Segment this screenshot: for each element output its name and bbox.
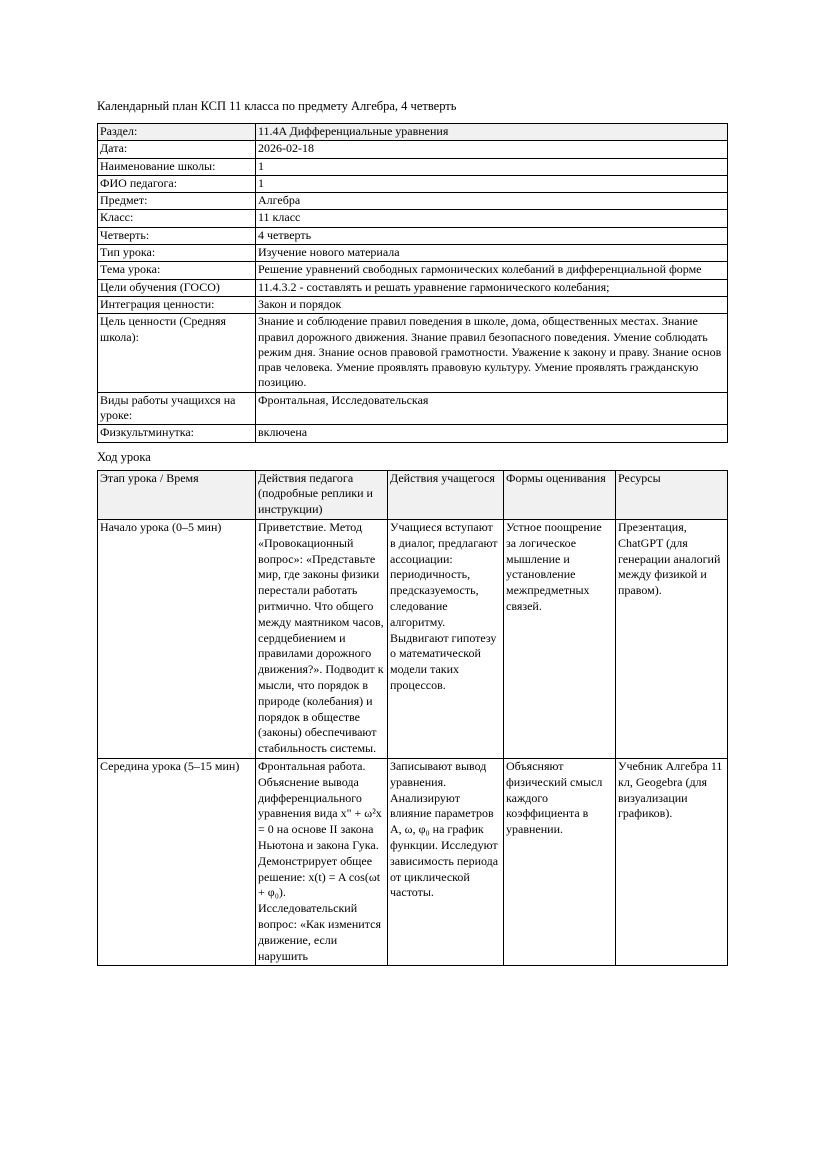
info-value: 4 четверть	[256, 227, 728, 244]
info-row-lesson-topic	[98, 262, 728, 279]
info-row-lesson-type	[98, 245, 728, 262]
lesson-table-header-row	[98, 470, 728, 519]
info-value: 11.4A Дифференциальные уравнения	[256, 124, 728, 141]
info-label: Класс:	[98, 210, 256, 227]
info-value: Фронтальная, Исследовательская	[256, 392, 728, 425]
info-value: Алгебра	[256, 193, 728, 210]
lesson-course-heading: Ход урока	[97, 449, 151, 464]
info-row-class	[98, 210, 728, 227]
info-label: ФИО педагога:	[98, 175, 256, 192]
info-label: Цель ценности (Средняя школа):	[98, 314, 256, 392]
info-row-work-types	[98, 392, 728, 425]
info-row-subject	[98, 193, 728, 210]
info-value: включена	[256, 425, 728, 442]
info-value: Знание и соблюдение правил поведения в школе, дома, общественных местах. Знание правил дорожного движения. Знание правил безопасного поведения. Умение соблюдать режим дня. Знание основ правовой грамотности. Уважение к закону и праву. Знание основ прав человека. Умение проявлять правовую культуру. Умение проявлять гражданскую позицию.	[256, 314, 728, 392]
assessment-cell: Устное поощрение за логическое мышление и установление межпредметных связей.	[504, 520, 616, 759]
resources-cell: Презентация, ChatGPT (для генерации аналогий между физикой и правом).	[616, 520, 728, 759]
info-value: 1	[256, 175, 728, 192]
info-row-phys-minute	[98, 425, 728, 442]
stage-cell: Начало урока (0–5 мин)	[98, 520, 256, 759]
info-value: 1	[256, 158, 728, 175]
info-row-school	[98, 158, 728, 175]
column-header-stage: Этап урока / Время	[98, 470, 256, 519]
info-value: 2026-02-18	[256, 141, 728, 158]
lesson-row-middle	[98, 758, 728, 965]
info-label: Четверть:	[98, 227, 256, 244]
info-value: Закон и порядок	[256, 296, 728, 313]
student-actions-cell: Записывают вывод уравнения. Анализируют влияние параметров A, ω, φ₀ на график функции. Исследуют зависимость периода от циклической частоты.	[388, 758, 504, 965]
info-label: Дата:	[98, 141, 256, 158]
info-row-values-integration	[98, 296, 728, 313]
info-label: Тема урока:	[98, 262, 256, 279]
column-header-teacher-actions: Действия педагога (подробные реплики и инструкции)	[256, 470, 388, 519]
info-label: Физкультминутка:	[98, 425, 256, 442]
info-value: 11 класс	[256, 210, 728, 227]
info-row-values-goal	[98, 314, 728, 392]
info-value: Решение уравнений свободных гармонических колебаний в дифференциальной форме	[256, 262, 728, 279]
stage-cell: Середина урока (5–15 мин)	[98, 758, 256, 965]
info-row-goals	[98, 279, 728, 296]
info-row-teacher	[98, 175, 728, 192]
info-label: Предмет:	[98, 193, 256, 210]
info-row-data	[98, 141, 728, 158]
info-row-quarter	[98, 227, 728, 244]
document-content	[97, 99, 727, 966]
info-label: Виды работы учащихся на уроке:	[98, 392, 256, 425]
document-title: Календарный план КСП 11 класса по предмету Алгебра, 4 четверть	[97, 99, 457, 113]
teacher-actions-cell: Фронтальная работа. Объяснение вывода дифференциального уравнения вида x" + ω²x = 0 на основе II закона Ньютона и закона Гука. Демонстрирует общее решение: x(t) = A cos(ωt + φ₀). Исследовательский вопрос: «Как изменится движение, если нарушить	[256, 758, 388, 965]
lesson-stages-table	[97, 470, 728, 967]
info-label: Раздел:	[98, 124, 256, 141]
column-header-student-actions: Действия учащегося	[388, 470, 504, 519]
assessment-cell: Объясняют физический смысл каждого коэффициента в уравнении.	[504, 758, 616, 965]
teacher-actions-cell: Приветствие. Метод «Провокационный вопрос»: «Представьте мир, где законы физики перестали работать ритмично. Что общего между маятником часов, сердцебиением и правилами дорожного движения?». Подводит к мысли, что порядок в природе (колебания) и порядок в обществе (законы) обеспечивают стабильность системы.	[256, 520, 388, 759]
info-row-razdel	[98, 124, 728, 141]
info-value: 11.4.3.2 - составлять и решать уравнение гармонического колебания;	[256, 279, 728, 296]
lesson-row-start	[98, 520, 728, 759]
info-label: Интеграция ценности:	[98, 296, 256, 313]
info-value: Изучение нового материала	[256, 245, 728, 262]
info-label: Цели обучения (ГОСО)	[98, 279, 256, 296]
resources-cell: Учебник Алгебра 11 кл, Geogebra (для визуализации графиков).	[616, 758, 728, 965]
lesson-info-table	[97, 123, 728, 443]
student-actions-cell: Учащиеся вступают в диалог, предлагают ассоциации: периодичность, предсказуемость, следование алгоритму. Выдвигают гипотезу о математической модели таких процессов.	[388, 520, 504, 759]
info-label: Тип урока:	[98, 245, 256, 262]
column-header-resources: Ресурсы	[616, 470, 728, 519]
column-header-assessment: Формы оценивания	[504, 470, 616, 519]
info-label: Наименование школы:	[98, 158, 256, 175]
